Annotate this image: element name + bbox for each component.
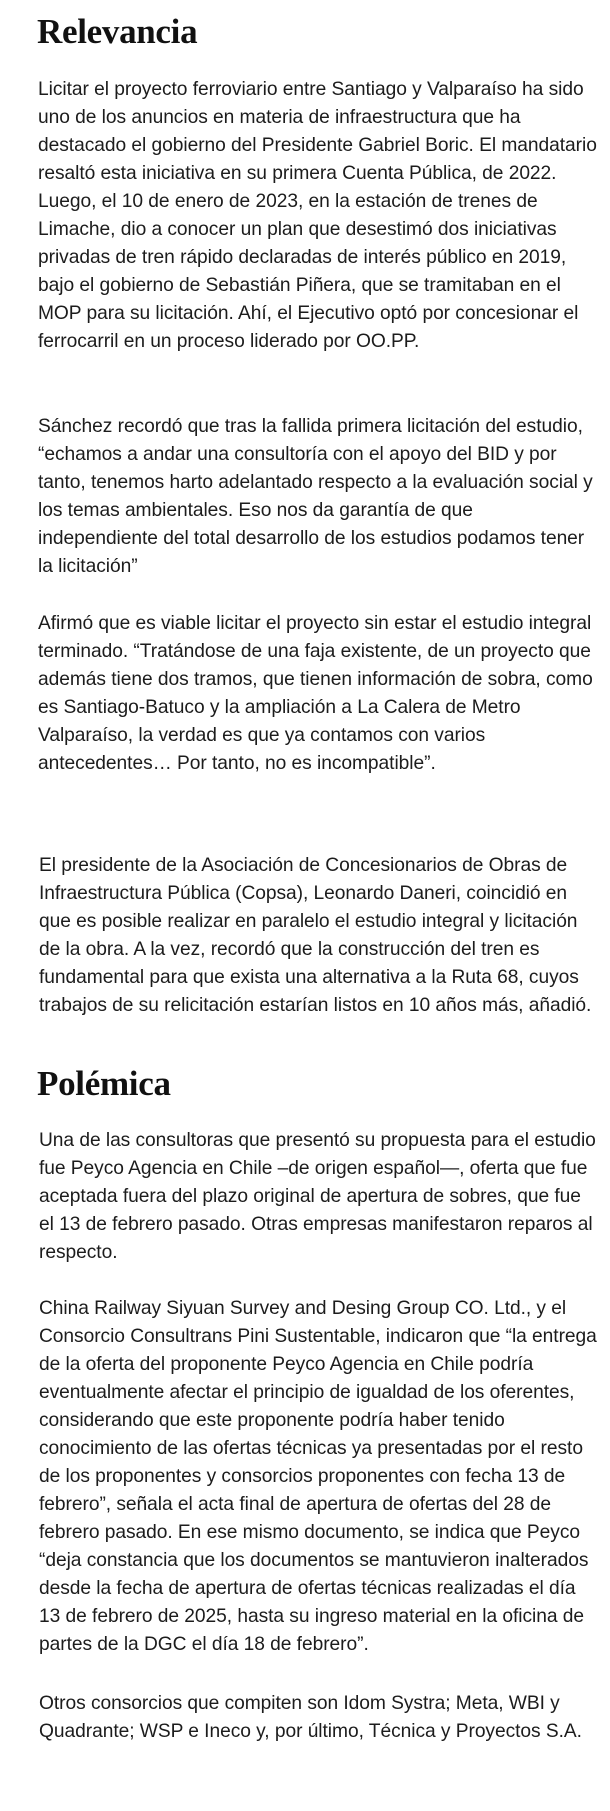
section-heading-polemica: Polémica	[37, 1064, 171, 1103]
section-heading-relevancia: Relevancia	[37, 12, 198, 51]
paragraph-polemica-1: Una de las consultoras que presentó su propuesta para el estudio fue Peyco Agencia en Chile –de origen español—, oferta que fue aceptada fuera del plazo original de apertura de sobres, que fue el 13 de febrero pasado. Otras empresas manifestaron reparos al respecto.	[39, 1130, 596, 1263]
paragraph-polemica-3: Otros consorcios que compiten son Idom Systra; Meta, WBI y Quadrante; WSP e Ineco y, por último, Técnica y Proyectos S.A.	[39, 1693, 582, 1742]
paragraph-relevancia-3: Afirmó que es viable licitar el proyecto sin estar el estudio integral terminado. “Tratándose de una faja existente, de un proyecto que además tiene dos tramos, que tienen información de sobra, como es Santiago-Batuco y la ampliación a La Calera de Metro Valparaíso, la verdad es que ya contamos con varios antecedentes… Por tanto, no es incompatible”.	[38, 613, 593, 774]
paragraph-relevancia-2: Sánchez recordó que tras la fallida primera licitación del estudio, “echamos a andar una consultoría con el apoyo del BID y por tanto, tenemos harto adelantado respecto a la evaluación social y los temas ambientales. Eso nos da garantía de que independiente del total desarrollo de los estudios podamos tener la licitación”	[38, 416, 593, 577]
paragraph-relevancia-1: Licitar el proyecto ferroviario entre Santiago y Valparaíso ha sido uno de los anuncios en materia de infraestructura que ha destacado el gobierno del Presidente Gabriel Boric. El mandatario resaltó esta iniciativa en su primera Cuenta Pública, de 2022. Luego, el 10 de enero de 2023, en la estación de trenes de Limache, dio a conocer un plan que desestimó dos iniciativas privadas de tren rápido declaradas de interés público en 2019, bajo el gobierno de Sebastián Piñera, que se tramitaban en el MOP para su licitación. Ahí, el Ejecutivo optó por concesionar el ferrocarril en un proceso liderado por OO.PP.	[38, 79, 597, 352]
paragraph-polemica-2: China Railway Siyuan Survey and Desing Group CO. Ltd., y el Consorcio Consultrans Pini Sustentable, indicaron que “la entrega de la oferta del proponente Peyco Agencia en Chile podría eventualmente afectar el principio de igualdad de los oferentes, considerando que este proponente podría haber tenido conocimiento de las ofertas técnicas ya presentadas por el resto de los proponentes y consorcios proponentes con fecha 13 de febrero”, señala el acta final de apertura de ofertas del 28 de febrero pasado. En ese mismo documento, se indica que Peyco “deja constancia que los documentos se mantuvieron inalterados desde la fecha de apertura de ofertas técnicas realizadas el día 13 de febrero de 2025, hasta su ingreso material en la oficina de partes de la DGC el día 18 de febrero”.	[39, 1298, 597, 1655]
paragraph-relevancia-4: El presidente de la Asociación de Concesionarios de Obras de Infraestructura Pública (Copsa), Leonardo Daneri, coincidió en que es posible realizar en paralelo el estudio integral y licitación de la obra. A la vez, recordó que la construcción del tren es fundamental para que exista una alternativa a la Ruta 68, cuyos trabajos de su relicitación estarían listos en 10 años más, añadió.	[39, 855, 592, 1016]
